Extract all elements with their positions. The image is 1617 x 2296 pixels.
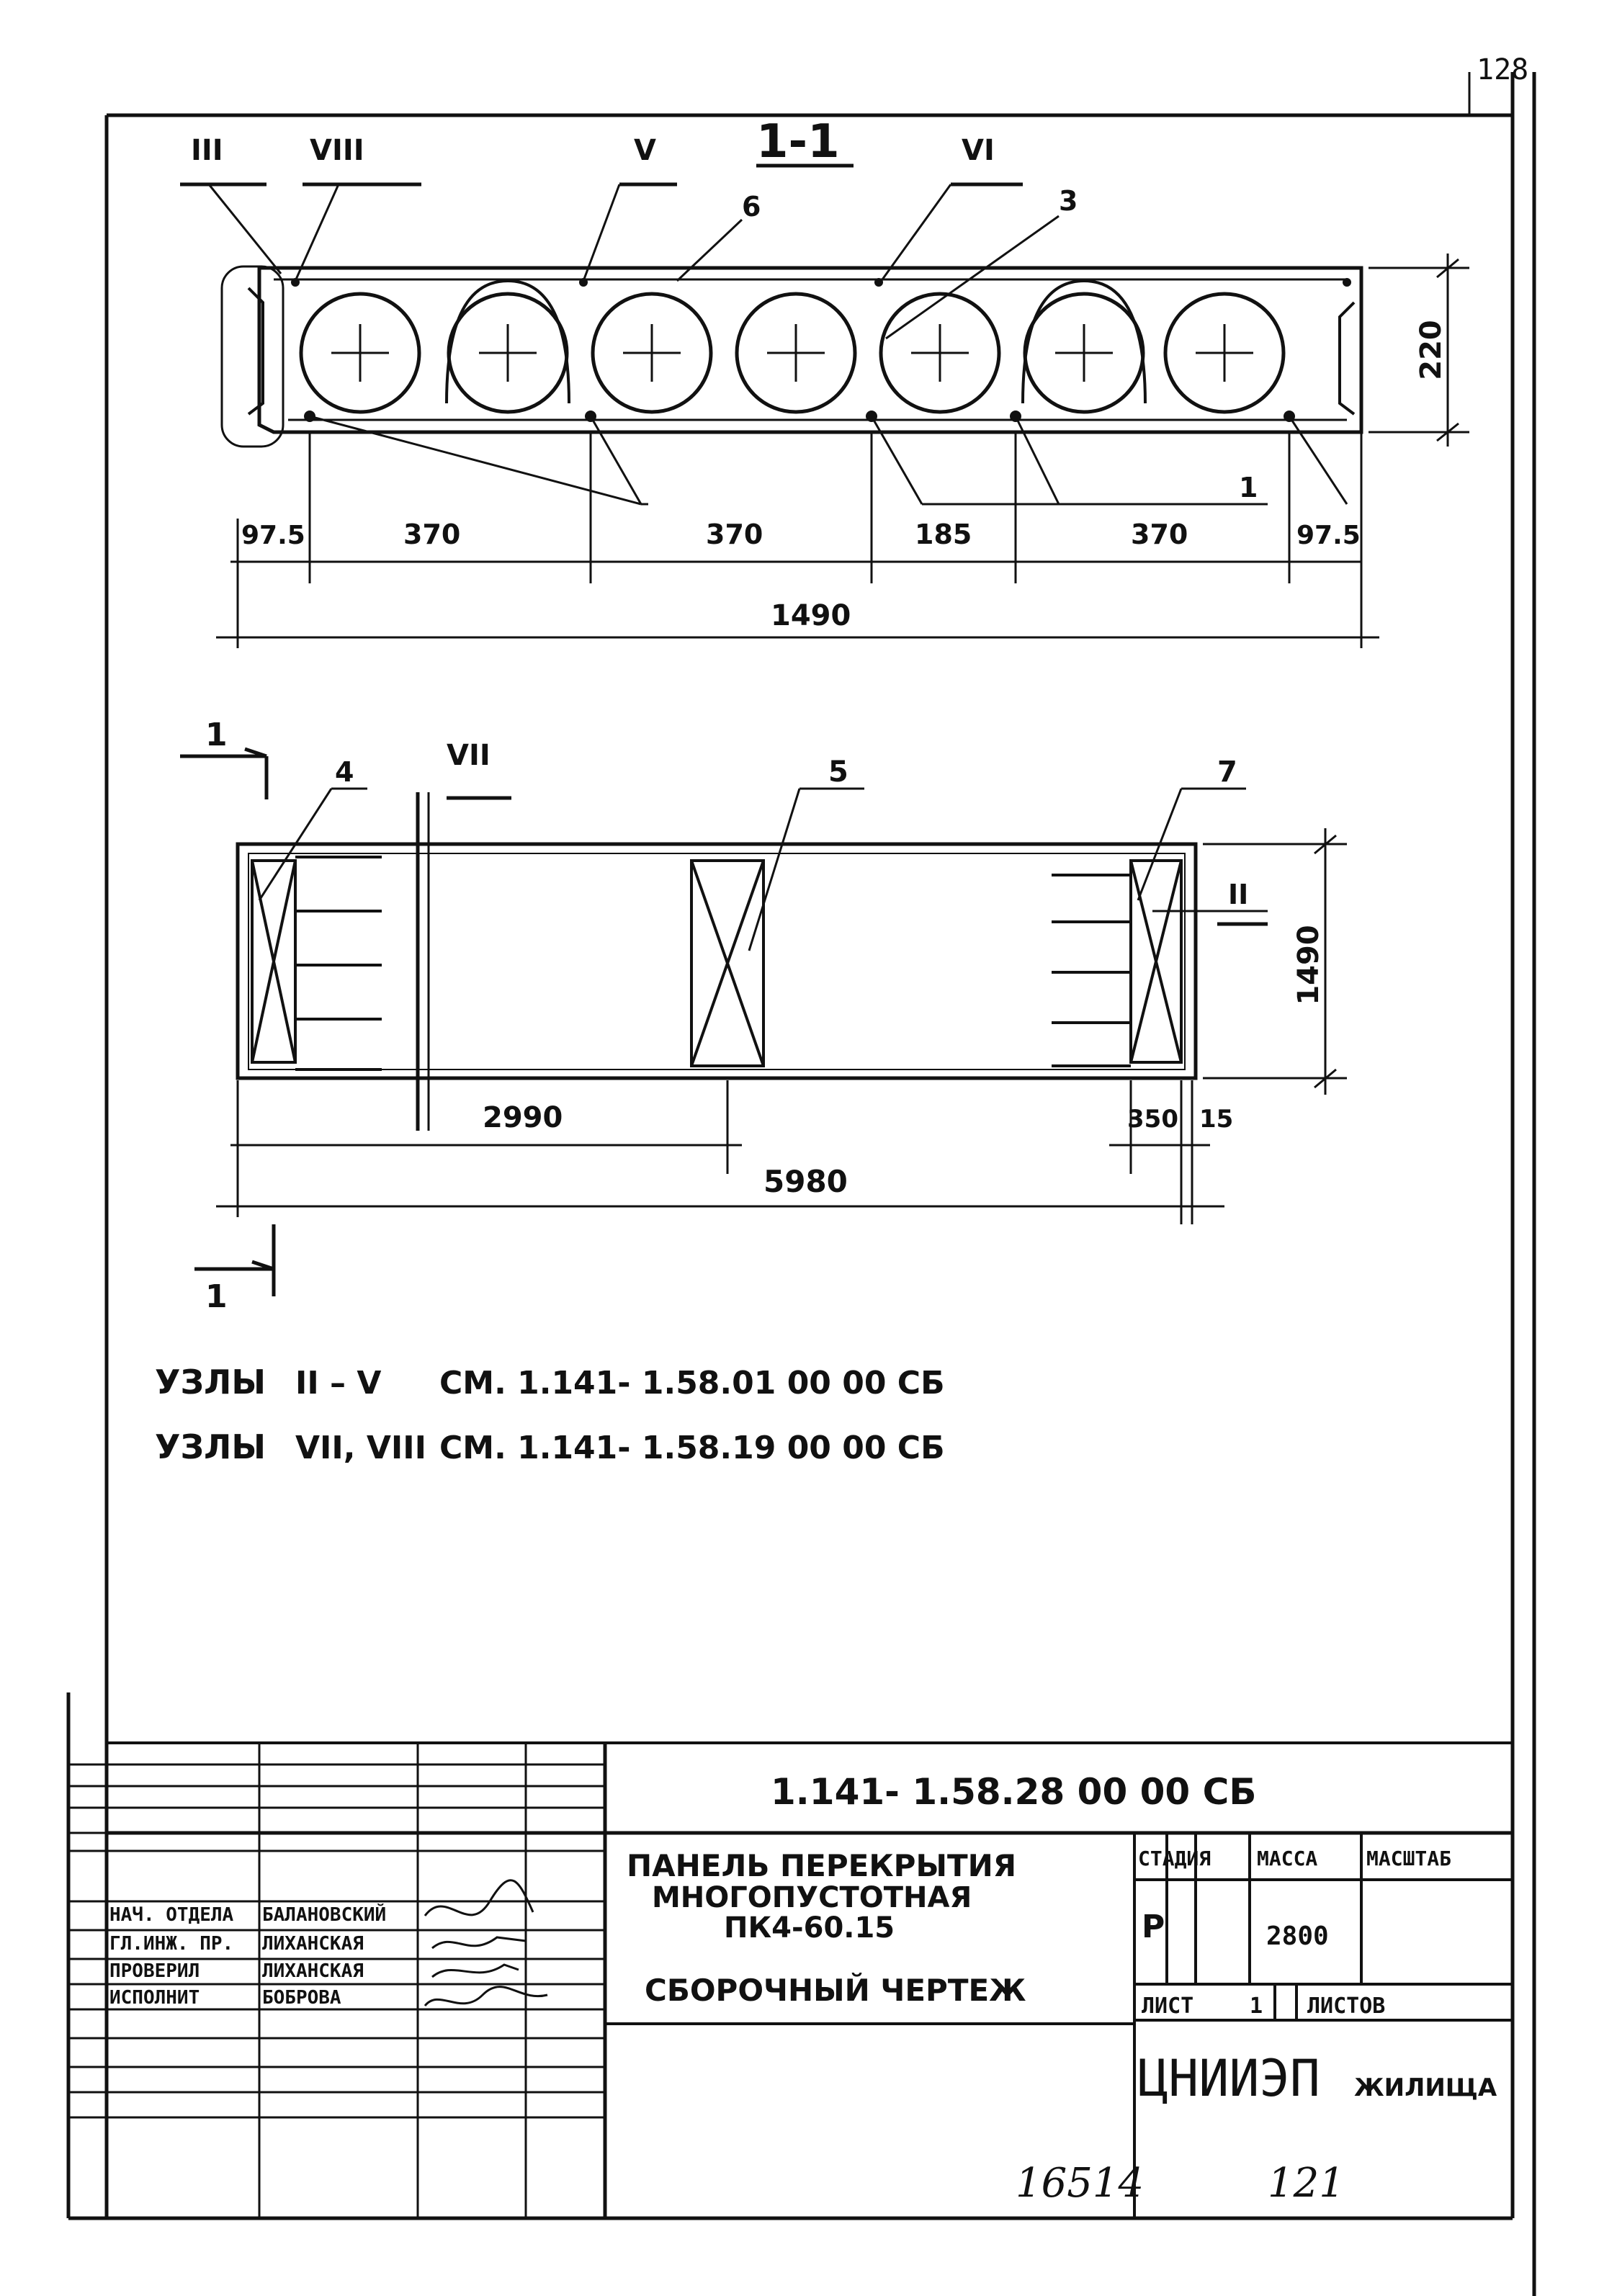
note1-ref: СМ. 1.141- 1.58.01 00 00 СБ (439, 1365, 945, 1402)
node-label-ii: II (1228, 879, 1249, 910)
note2-nodes: VII, VIII (295, 1430, 426, 1466)
cut-mark-top (180, 749, 266, 799)
hollow-cores (301, 281, 1284, 412)
core-crosses (331, 324, 1253, 382)
overall-dim-1490: 1490 (771, 599, 851, 632)
right-lifting-loop (1052, 861, 1181, 1066)
node-label-v: V (634, 134, 656, 167)
dim-370-b: 370 (706, 519, 763, 550)
slab-section-outline (259, 268, 1361, 432)
plan-overall-dim-5980: 5980 (763, 1164, 848, 1199)
title-block (68, 1743, 1513, 2218)
node-label-vi: VI (962, 134, 995, 167)
slab-plan-outline (238, 844, 1196, 1078)
name-line1: ПАНЕЛЬ ПЕРЕКРЫТИЯ (627, 1848, 1017, 1883)
plan-dim-1490: 1490 (1292, 925, 1325, 1005)
note1-nodes: II – V (295, 1365, 382, 1402)
position-7: 7 (1217, 755, 1237, 789)
signatures (425, 1880, 547, 2006)
height-dim-220: 220 (1415, 320, 1448, 380)
footer-hand-1: 16514 (1016, 2160, 1145, 2207)
dim-97-5-right: 97.5 (1296, 521, 1361, 550)
role-0: НАЧ. ОТДЕЛА (109, 1904, 234, 1926)
plan-dim-15: 15 (1199, 1105, 1234, 1134)
sheet-num: 1 (1250, 1994, 1263, 2019)
section-view (180, 115, 1469, 648)
node-label-iii: III (191, 134, 223, 167)
position-5: 5 (828, 755, 848, 789)
position-6: 6 (742, 191, 761, 223)
dim-370-a: 370 (403, 519, 461, 550)
node-label-vii: VII (447, 739, 491, 772)
sheet-label: ЛИСТ (1142, 1994, 1194, 2019)
right-end-key (1340, 302, 1354, 414)
name-3: БОБРОВА (262, 1987, 341, 2009)
center-element (691, 861, 763, 1066)
sheets-label: ЛИСТОВ (1307, 1994, 1386, 2019)
mass-value: 2800 (1266, 1921, 1329, 1951)
name-0: БАЛАНОВСКИЙ (262, 1904, 387, 1926)
name-line3: ПК4-60.15 (724, 1911, 895, 1945)
name-line2: МНОГОПУСТОТНАЯ (652, 1881, 972, 1914)
note1-label: УЗЛЫ (155, 1363, 266, 1402)
col-mass: МАССА (1257, 1847, 1318, 1870)
col-stage: СТАДИЯ (1138, 1847, 1211, 1870)
dim-370-c: 370 (1131, 519, 1188, 550)
note2-ref: СМ. 1.141- 1.58.19 00 00 СБ (439, 1430, 945, 1466)
role-1: ГЛ.ИНЖ. ПР. (109, 1933, 234, 1955)
footer-hand-2: 121 (1268, 2160, 1345, 2207)
note2-label: УЗЛЫ (155, 1427, 266, 1466)
plan-width-dimension (1203, 828, 1347, 1095)
cut-mark-top-label: 1 (205, 717, 228, 753)
notes (155, 1363, 945, 1466)
position-4: 4 (335, 756, 354, 788)
dim-185: 185 (915, 519, 972, 550)
name-1: ЛИХАНСКАЯ (262, 1933, 364, 1955)
doc-code: 1.141- 1.58.28 00 00 СБ (771, 1771, 1257, 1813)
org-sub: ЖИЛИЩА (1354, 2073, 1497, 2102)
col-scale: МАСШТАБ (1366, 1847, 1452, 1870)
left-lifting-loop (252, 857, 382, 1069)
corner-number: 128 (1477, 53, 1529, 86)
dim-97-5-left: 97.5 (241, 521, 305, 550)
node-label-viii: VIII (310, 134, 364, 167)
position-3: 3 (1059, 185, 1078, 217)
cut-mark-bottom-label: 1 (205, 1278, 228, 1315)
role-3: ИСПОЛНИТ (109, 1987, 200, 2009)
drawing-type: СБОРОЧНЫЙ ЧЕРТЕЖ (645, 1973, 1026, 2008)
section-title: 1-1 (756, 115, 840, 169)
section-leaders (209, 184, 1347, 504)
position-1: 1 (1239, 472, 1258, 503)
role-2: ПРОВЕРИЛ (109, 1960, 200, 1982)
name-2: ЛИХАНСКАЯ (262, 1960, 364, 1982)
plan-dim-350: 350 (1127, 1105, 1178, 1134)
org-main: ЦНИИЭП (1138, 2049, 1320, 2108)
plan-dim-2990: 2990 (483, 1101, 563, 1134)
plan-view (180, 717, 1347, 1315)
stage-value: Р (1142, 1909, 1165, 1945)
plan-dim-chain (216, 1080, 1224, 1224)
